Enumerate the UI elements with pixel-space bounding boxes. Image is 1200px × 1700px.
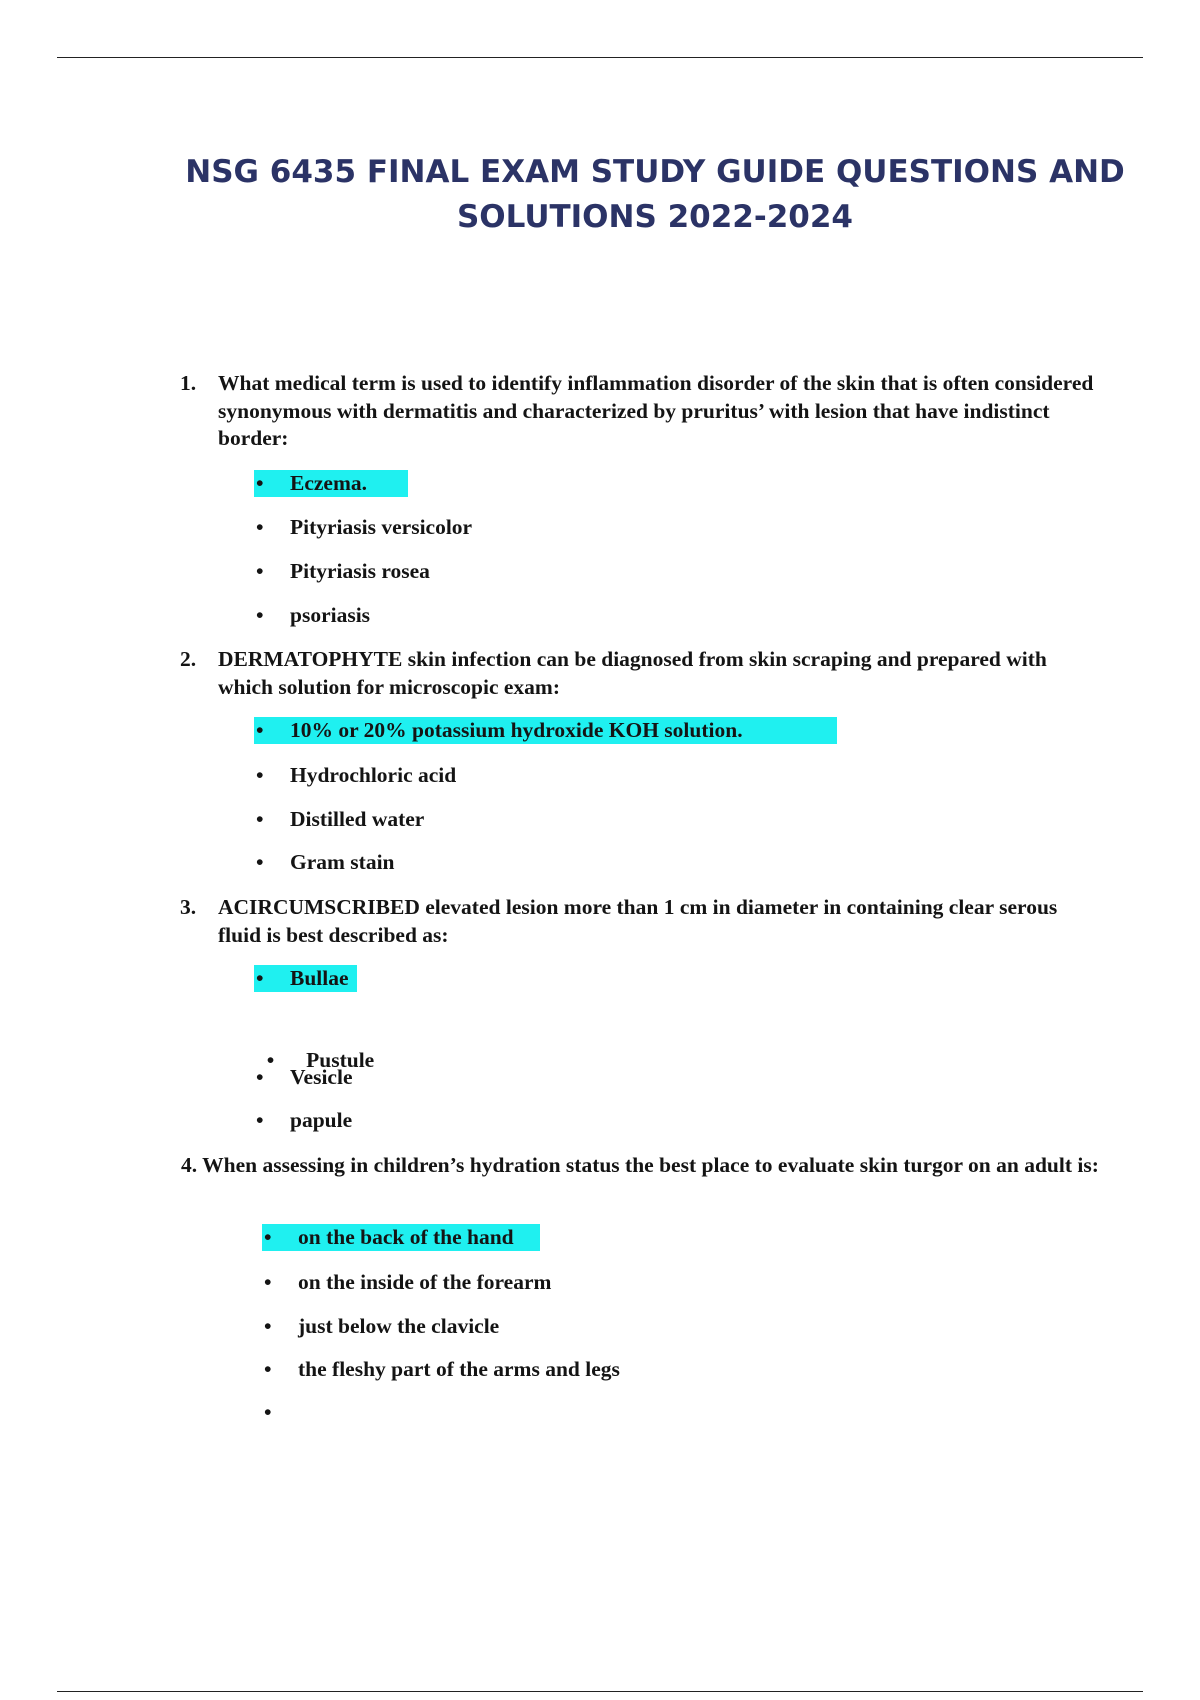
- question-number: 4.: [181, 1153, 198, 1177]
- option-text: Vesicle: [290, 1065, 353, 1089]
- option-text: Bullae: [290, 966, 349, 990]
- answer-option: [254, 602, 370, 629]
- bottom-rule: [57, 1691, 1143, 1692]
- question-text: ACIRCUMSCRIBED elevated lesion more than 1 cm in diameter in containing clear serous fluid is best described as:: [218, 895, 1058, 947]
- bullet: •: [256, 850, 264, 874]
- bullet: •: [256, 515, 264, 539]
- answer-option-correct: [262, 1224, 540, 1251]
- document-title: NSG 6435 FINAL EXAM STUDY GUIDE QUESTIONS AND SOLUTIONS 2022-2024: [185, 154, 1125, 235]
- question-text: What medical term is used to identify inflammation disorder of the skin that is often considered synonymous with dermatitis and characterized by pruritus’ with lesion that have indistinct border:: [218, 371, 1094, 450]
- question-4: [145, 1152, 1100, 1180]
- answer-option: [254, 1064, 353, 1091]
- option-text: papule: [290, 1108, 353, 1132]
- bullet: •: [264, 1270, 272, 1294]
- question-text: DERMATOPHYTE skin infection can be diagnosed from skin scraping and prepared with which solution for microscopic exam:: [218, 647, 1047, 699]
- answer-option: [254, 806, 424, 833]
- top-rule: [57, 57, 1143, 58]
- bullet: •: [264, 1357, 272, 1381]
- question-1: [180, 370, 1098, 453]
- option-text: Pustule: [300, 1048, 375, 1072]
- question-text: When assessing in children’s hydration status the best place to evaluate skin turgor on an adult is:: [202, 1153, 1099, 1177]
- bullet: •: [264, 1400, 272, 1424]
- option-text: Pityriasis rosea: [290, 559, 430, 583]
- bullet: •: [256, 471, 264, 495]
- option-text: Gram stain: [290, 850, 395, 874]
- question-3: [180, 894, 1098, 949]
- answer-option: [262, 1356, 620, 1383]
- answer-option: [254, 558, 430, 585]
- option-text: the fleshy part of the arms and legs: [298, 1357, 620, 1381]
- answer-option-correct: [254, 717, 837, 744]
- option-text: Distilled water: [290, 807, 425, 831]
- answer-option-correct: [254, 470, 408, 497]
- answer-option: [254, 849, 395, 876]
- answer-option: [254, 1020, 375, 1072]
- bullet: •: [256, 966, 264, 990]
- question-2: [180, 646, 1098, 701]
- answer-option: [262, 1313, 499, 1340]
- question-number: 2.: [180, 647, 197, 671]
- option-text: on the back of the hand: [298, 1225, 514, 1249]
- bullet: •: [256, 1065, 264, 1089]
- bullet: •: [256, 763, 264, 787]
- bullet: •: [256, 718, 264, 742]
- answer-option-correct: [254, 965, 357, 992]
- bullet: •: [256, 807, 264, 831]
- answer-option-empty: [262, 1399, 298, 1426]
- question-number: 3.: [180, 895, 197, 919]
- bullet: •: [264, 1314, 272, 1338]
- question-number: 1.: [180, 371, 197, 395]
- answer-option: [254, 1107, 352, 1134]
- bullet: •: [256, 1108, 264, 1132]
- option-text: just below the clavicle: [298, 1314, 500, 1338]
- bullet: •: [256, 559, 264, 583]
- bullet: •: [256, 603, 264, 627]
- option-text: psoriasis: [290, 603, 371, 627]
- option-text: Eczema.: [290, 471, 368, 495]
- option-text: on the inside of the forearm: [298, 1270, 552, 1294]
- answer-option: [262, 1269, 551, 1296]
- bullet: •: [264, 1225, 272, 1249]
- answer-option: [254, 762, 456, 789]
- option-text: Hydrochloric acid: [290, 763, 457, 787]
- answer-option: [254, 514, 472, 541]
- option-text: 10% or 20% potassium hydroxide KOH solution.: [290, 718, 743, 742]
- bullet: •: [266, 1048, 275, 1072]
- option-text: Pityriasis versicolor: [290, 515, 473, 539]
